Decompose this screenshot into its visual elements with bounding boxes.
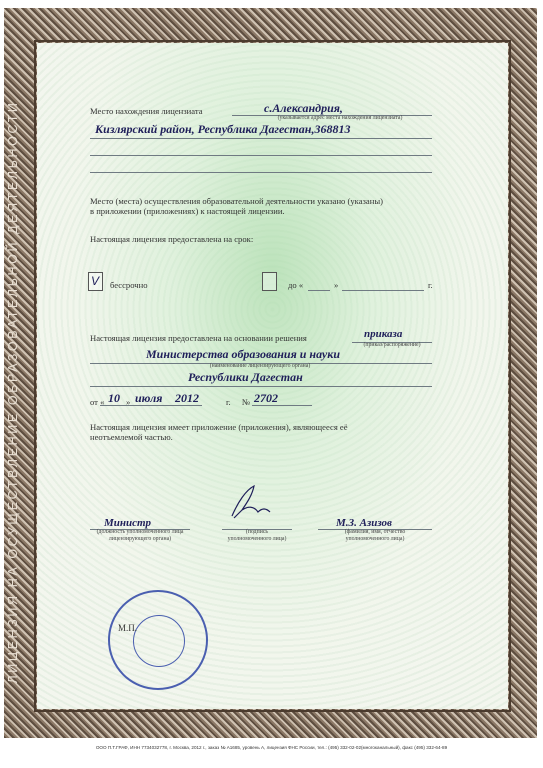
decision-number: 2702 [254,391,278,405]
name-hint-1: (фамилия, имя, отчество [344,529,406,535]
appendix-line1: Настоящая лицензия имеет приложение (приложения), являющееся её [90,422,348,432]
date-year-suffix: г. [226,397,231,407]
official-seal [108,590,208,690]
term-label: Настоящая лицензия предоставлена на срок: [90,234,254,244]
until-close-quote: » [334,280,339,290]
number-underline [252,405,312,406]
appendix-line2: неотъемлемой частью. [90,432,173,442]
location-underline-3 [90,155,432,156]
decision-day: 10 [108,391,120,405]
signature-hint-2: уполномоченного лица) [227,536,287,542]
authority-underline-2 [90,386,432,387]
seal-emblem [133,615,185,667]
name-hint-2: уполномоченного лица) [345,536,405,542]
unlimited-checkbox [88,272,103,291]
activity-place-line2: в приложении (приложениях) к настоящей лицензии. [90,206,285,216]
number-label: № [242,397,251,407]
activity-place-line1: Место (места) осуществления образовательной деятельности указано (указаны) [90,196,383,206]
authority-line1: Министерства образования и науки [146,347,341,361]
decision-hint: (приказ/распоряжение) [363,342,421,348]
authority-line2: Республики Дагестан [188,370,303,384]
location-hint: (указывается адрес места нахождения лицензиата) [277,115,403,121]
date-close-quote: » [126,397,131,407]
location-label: Место нахождения лицензиата [90,106,203,116]
basis-label: Настоящая лицензия предоставлена на основании решения [90,333,307,343]
stamp-label: М.П. [118,623,138,633]
location-value-line2: Кизлярский район, Республика Дагестан,368813 [95,122,351,136]
position-value: Министр [104,517,152,529]
printer-footer: ООО П.Т.ГРАФ, ИНН 7734032778, г. Москва, 2012 г., заказ № А1685, уровень А, лицензия ФНС России, тел.: (495) 332-02-02(многоканальный), факс (495) 332-64-89 [95,745,448,750]
name-value: М.З. Азизов [336,517,392,529]
location-underline-2 [90,138,432,139]
position-hint-2: лицензирующего органа) [108,536,172,542]
limited-checkbox [262,272,277,291]
date-from-label: от « [90,397,105,407]
until-label: до « [288,280,304,290]
decision-year: 2012 [175,391,199,405]
until-date-line [342,290,424,291]
decision-type: приказа [364,328,403,340]
side-title: ЛИЦЕНЗИЯ НА ОСУЩЕСТВЛЕНИЕ ОБРАЗОВАТЕЛЬНОЙ ДЕЯТЕЛЬНОСТИ [6,100,20,684]
unlimited-label: бессрочно [110,280,148,290]
authority-hint: (наименование лицензирующего органа) [209,363,311,369]
decision-month: июля [135,391,163,405]
position-hint-1: (должность уполномоченного лица [96,529,184,535]
location-underline-4 [90,172,432,173]
until-year-suffix: г. [428,280,433,290]
unlimited-check-mark: V [91,274,100,288]
location-value-line1: с.Александрия, [264,101,343,115]
date-underline [100,405,202,406]
handwritten-signature [228,482,273,522]
signature-hint-1: (подпись [245,529,269,535]
until-day-line [308,290,330,291]
